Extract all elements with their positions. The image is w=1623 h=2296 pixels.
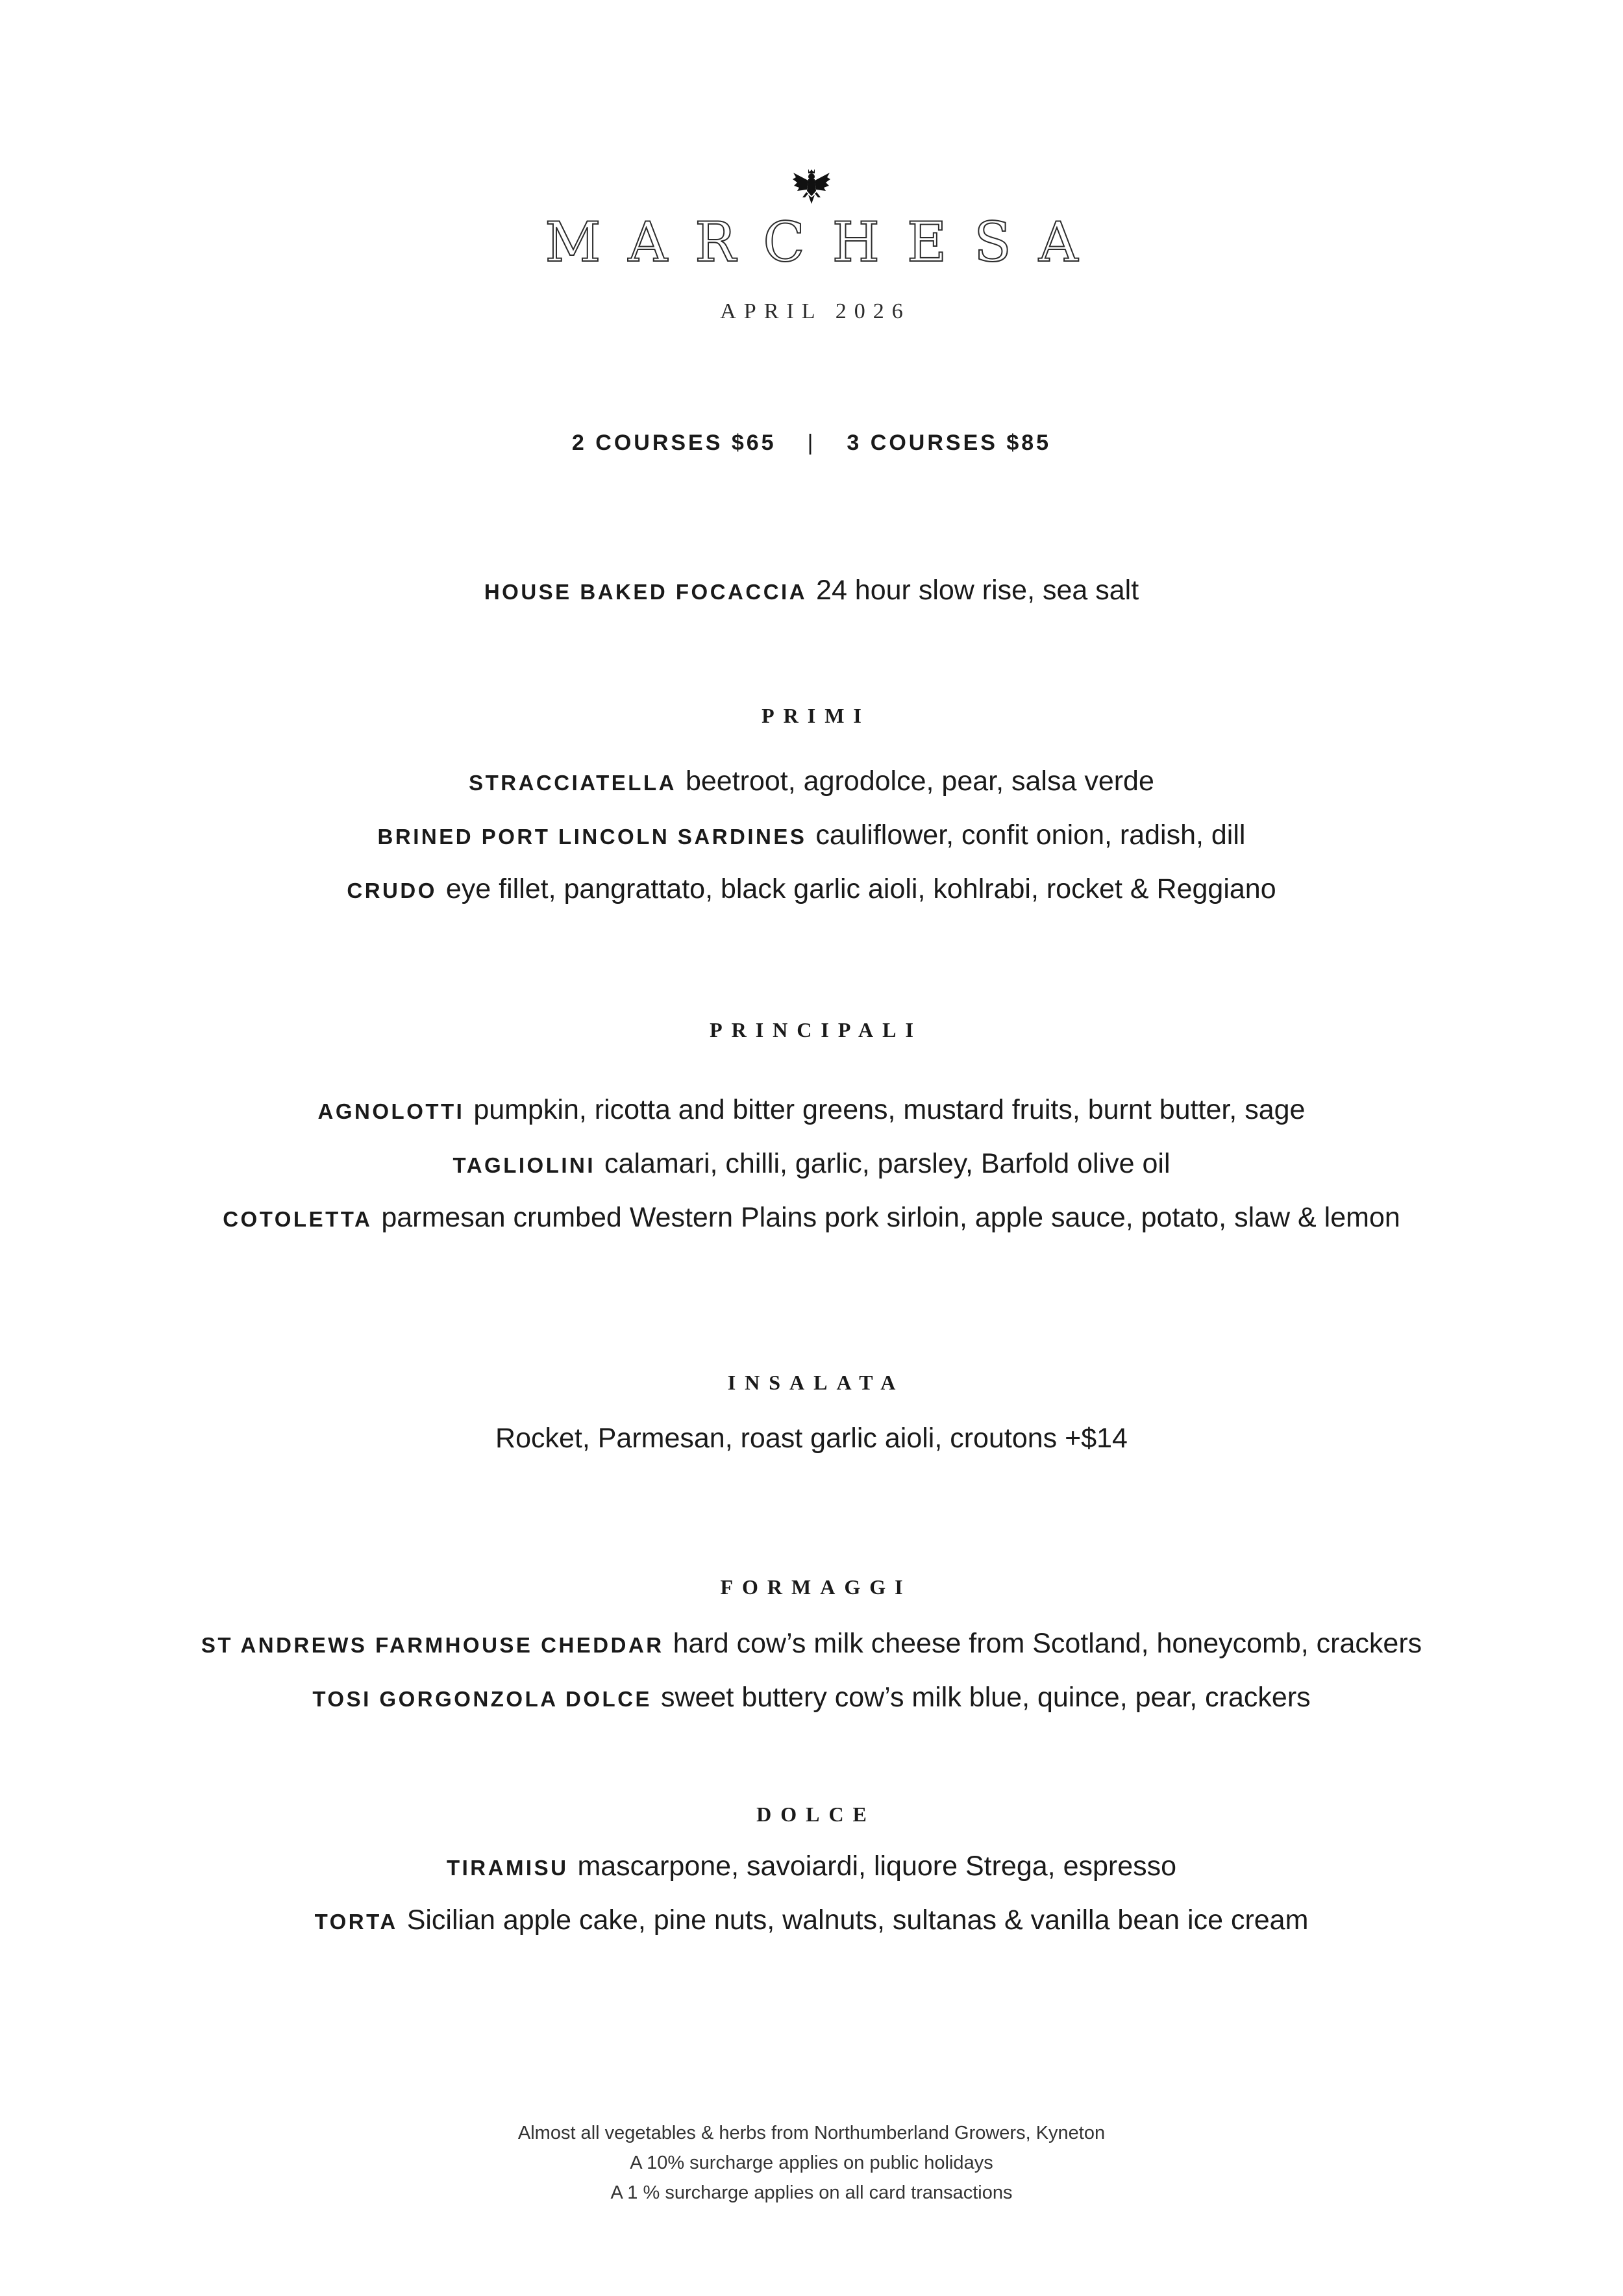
- menu-item-focaccia: [0, 570, 1623, 612]
- menu-item: [0, 1677, 1623, 1719]
- menu-item-description: eye fillet, pangrattato, black garlic aioli, kohlrabi, rocket & Reggiano: [445, 873, 1276, 905]
- menu-item: [0, 1143, 1623, 1186]
- menu-item: [0, 815, 1623, 857]
- menu-item-name: ST ANDREWS FARMHOUSE CHEDDAR: [201, 1633, 664, 1657]
- menu-item-name: TIRAMISU: [446, 1856, 569, 1880]
- menu-edition-date: APRIL 2026: [720, 299, 911, 323]
- menu-item-name: TORTA: [314, 1910, 398, 1934]
- menu-item: [0, 761, 1623, 803]
- menu-item-name: TAGLIOLINI: [452, 1153, 596, 1177]
- brand-name: MARCHESA: [545, 210, 1106, 274]
- menu-item-description: calamari, chilli, garlic, parsley, Barfold olive oil: [604, 1148, 1171, 1179]
- menu-item: [0, 1090, 1623, 1132]
- menu-item-name: BRINED PORT LINCOLN SARDINES: [377, 825, 807, 849]
- menu-item-description: Rocket, Parmesan, roast garlic aioli, croutons +$14: [495, 1423, 1128, 1454]
- menu-item-description: sweet buttery cow’s milk blue, quince, pear, crackers: [661, 1682, 1311, 1713]
- footer-note: Almost all vegetables & herbs from Northumberland Growers, Kyneton: [517, 2123, 1106, 2143]
- section-title-formaggi: FORMAGGI: [720, 1575, 912, 1599]
- menu-item-description: parmesan crumbed Western Plains pork sirloin, apple sauce, potato, slaw & lemon: [381, 1202, 1400, 1233]
- menu-item-name: CRUDO: [347, 879, 437, 903]
- menu-item: [0, 1846, 1623, 1888]
- section-title-insalata: INSALATA: [727, 1371, 905, 1394]
- section-title-dolce: DOLCE: [756, 1803, 876, 1826]
- menu-item-name: STRACCIATELLA: [469, 771, 676, 795]
- menu-item-description: cauliflower, confit onion, radish, dill: [815, 819, 1246, 851]
- section-title-principali: PRINCIPALI: [710, 1018, 923, 1042]
- menu-item-insalata: [0, 1418, 1623, 1458]
- menu-item: [0, 1623, 1623, 1666]
- menu-item: [0, 1900, 1623, 1942]
- menu-item-description: pumpkin, ricotta and bitter greens, mustard fruits, burnt butter, sage: [473, 1094, 1306, 1125]
- menu-item-description: hard cow’s milk cheese from Scotland, honeycomb, crackers: [673, 1628, 1422, 1659]
- menu-item-description: 24 hour slow rise, sea salt: [816, 575, 1139, 606]
- menu-item-name: AGNOLOTTI: [317, 1099, 465, 1123]
- footer-note: A 1 % surcharge applies on all card transactions: [610, 2182, 1013, 2203]
- eagle-crest-icon: [791, 166, 832, 208]
- price-separator: |: [807, 430, 816, 455]
- menu-item-description: mascarpone, savoiardi, liquore Strega, espresso: [577, 1851, 1177, 1882]
- menu-item-name: HOUSE BAKED FOCACCIA: [484, 580, 808, 604]
- menu-item-description: beetroot, agrodolce, pear, salsa verde: [685, 766, 1154, 797]
- section-title-primi: PRIMI: [762, 704, 871, 727]
- menu-item: [0, 869, 1623, 911]
- menu-item-description: Sicilian apple cake, pine nuts, walnuts, sultanas & vanilla bean ice cream: [406, 1904, 1309, 1936]
- footer-note: A 10% surcharge applies on public holidays: [630, 2152, 993, 2173]
- course-pricing: [0, 425, 1623, 461]
- menu-item: [0, 1197, 1623, 1240]
- three-course-price: 3 COURSES $85: [847, 430, 1052, 455]
- menu-item-name: COTOLETTA: [223, 1207, 373, 1231]
- two-course-price: 2 COURSES $65: [571, 430, 776, 455]
- menu-item-name: TOSI GORGONZOLA DOLCE: [312, 1687, 652, 1711]
